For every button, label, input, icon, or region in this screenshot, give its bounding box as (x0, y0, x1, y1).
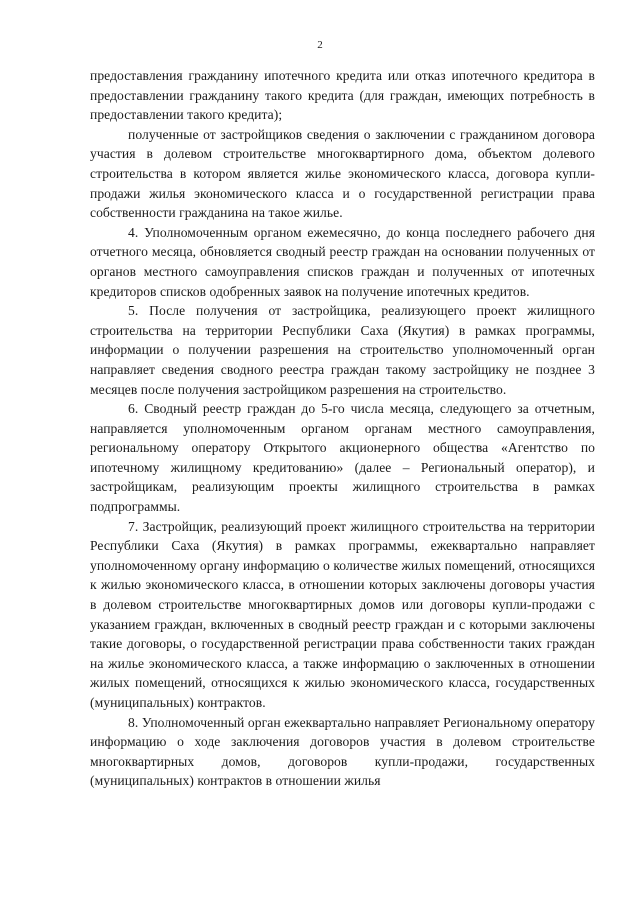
paragraph-item-7: 7. Застройщик, реализующий проект жилищного строительства на территории Республики Саха (Якутия) в рамках программы, ежеквартально направляет уполномоченному органу информацию о количестве жилых помещений, относящихся к жилью экономического класса, в отношении которых заключены договоры участия в долевом строительстве многоквартирных домов или договоры купли-продажи с указанием граждан, включенных в сводный реестр граждан и с которыми заключены такие договоры, о государственной регистрации права собственности таких граждан на жилье экономического класса, а также информацию о заключенных в отношении жилых помещений, относящихся к жилью экономического класса, государственных (муниципальных) контрактов. (90, 518, 595, 710)
paragraph-developer-info: полученные от застройщиков сведения о заключении с гражданином договора участия в долевом строительстве многоквартирного дома, объектом долевого строительства в котором является жилье экономического класса, договора купли-продажи жилья экономического класса и о государственной регистрации права собственности гражданина на такое жилье. (90, 126, 595, 221)
document-body (90, 66, 595, 791)
paragraph-item-5: 5. После получения от застройщика, реализующего проект жилищного строительства на территории Республики Саха (Якутия) в рамках программы, информации о получении разрешения на строительство уполномоченный орган направляет сведения сводного реестра граждан такому застройщику не позднее 3 месяцев после получения застройщиком разрешения на строительство. (90, 303, 595, 397)
paragraph-item-6: 6. Сводный реестр граждан до 5-го числа месяца, следующего за отчетным, направляется уполномоченным органом органам местного самоуправления, региональному оператору Открытого акционерного общества «Агентство по ипотечному жилищному кредитованию» (далее – Региональный оператор), и застройщикам, реализующим проекты жилищного строительства в рамках подпрограммы. (90, 401, 595, 515)
paragraph-item-8: 8. Уполномоченный орган ежеквартально направляет Региональному оператору информацию о ходе заключения договоров участия в долевом строительстве многоквартирных домов, договоров купли-продажи, государственных (муниципальных) контрактов в отношении жилья (90, 714, 595, 789)
paragraph-item-4: 4. Уполномоченным органом ежемесячно, до конца последнего рабочего дня отчетного месяца, обновляется сводный реестр граждан на основании полученных от органов местного самоуправления списков граждан и полученных от ипотечных кредиторов списков одобренных заявок на получение ипотечных кредитов. (90, 224, 595, 299)
paragraph-continuation: предоставления гражданину ипотечного кредита или отказ ипотечного кредитора в предоставлении гражданину такого кредита (для граждан, имеющих потребность в предоставлении такого кредита); (90, 68, 595, 123)
page-number: 2 (317, 39, 323, 51)
